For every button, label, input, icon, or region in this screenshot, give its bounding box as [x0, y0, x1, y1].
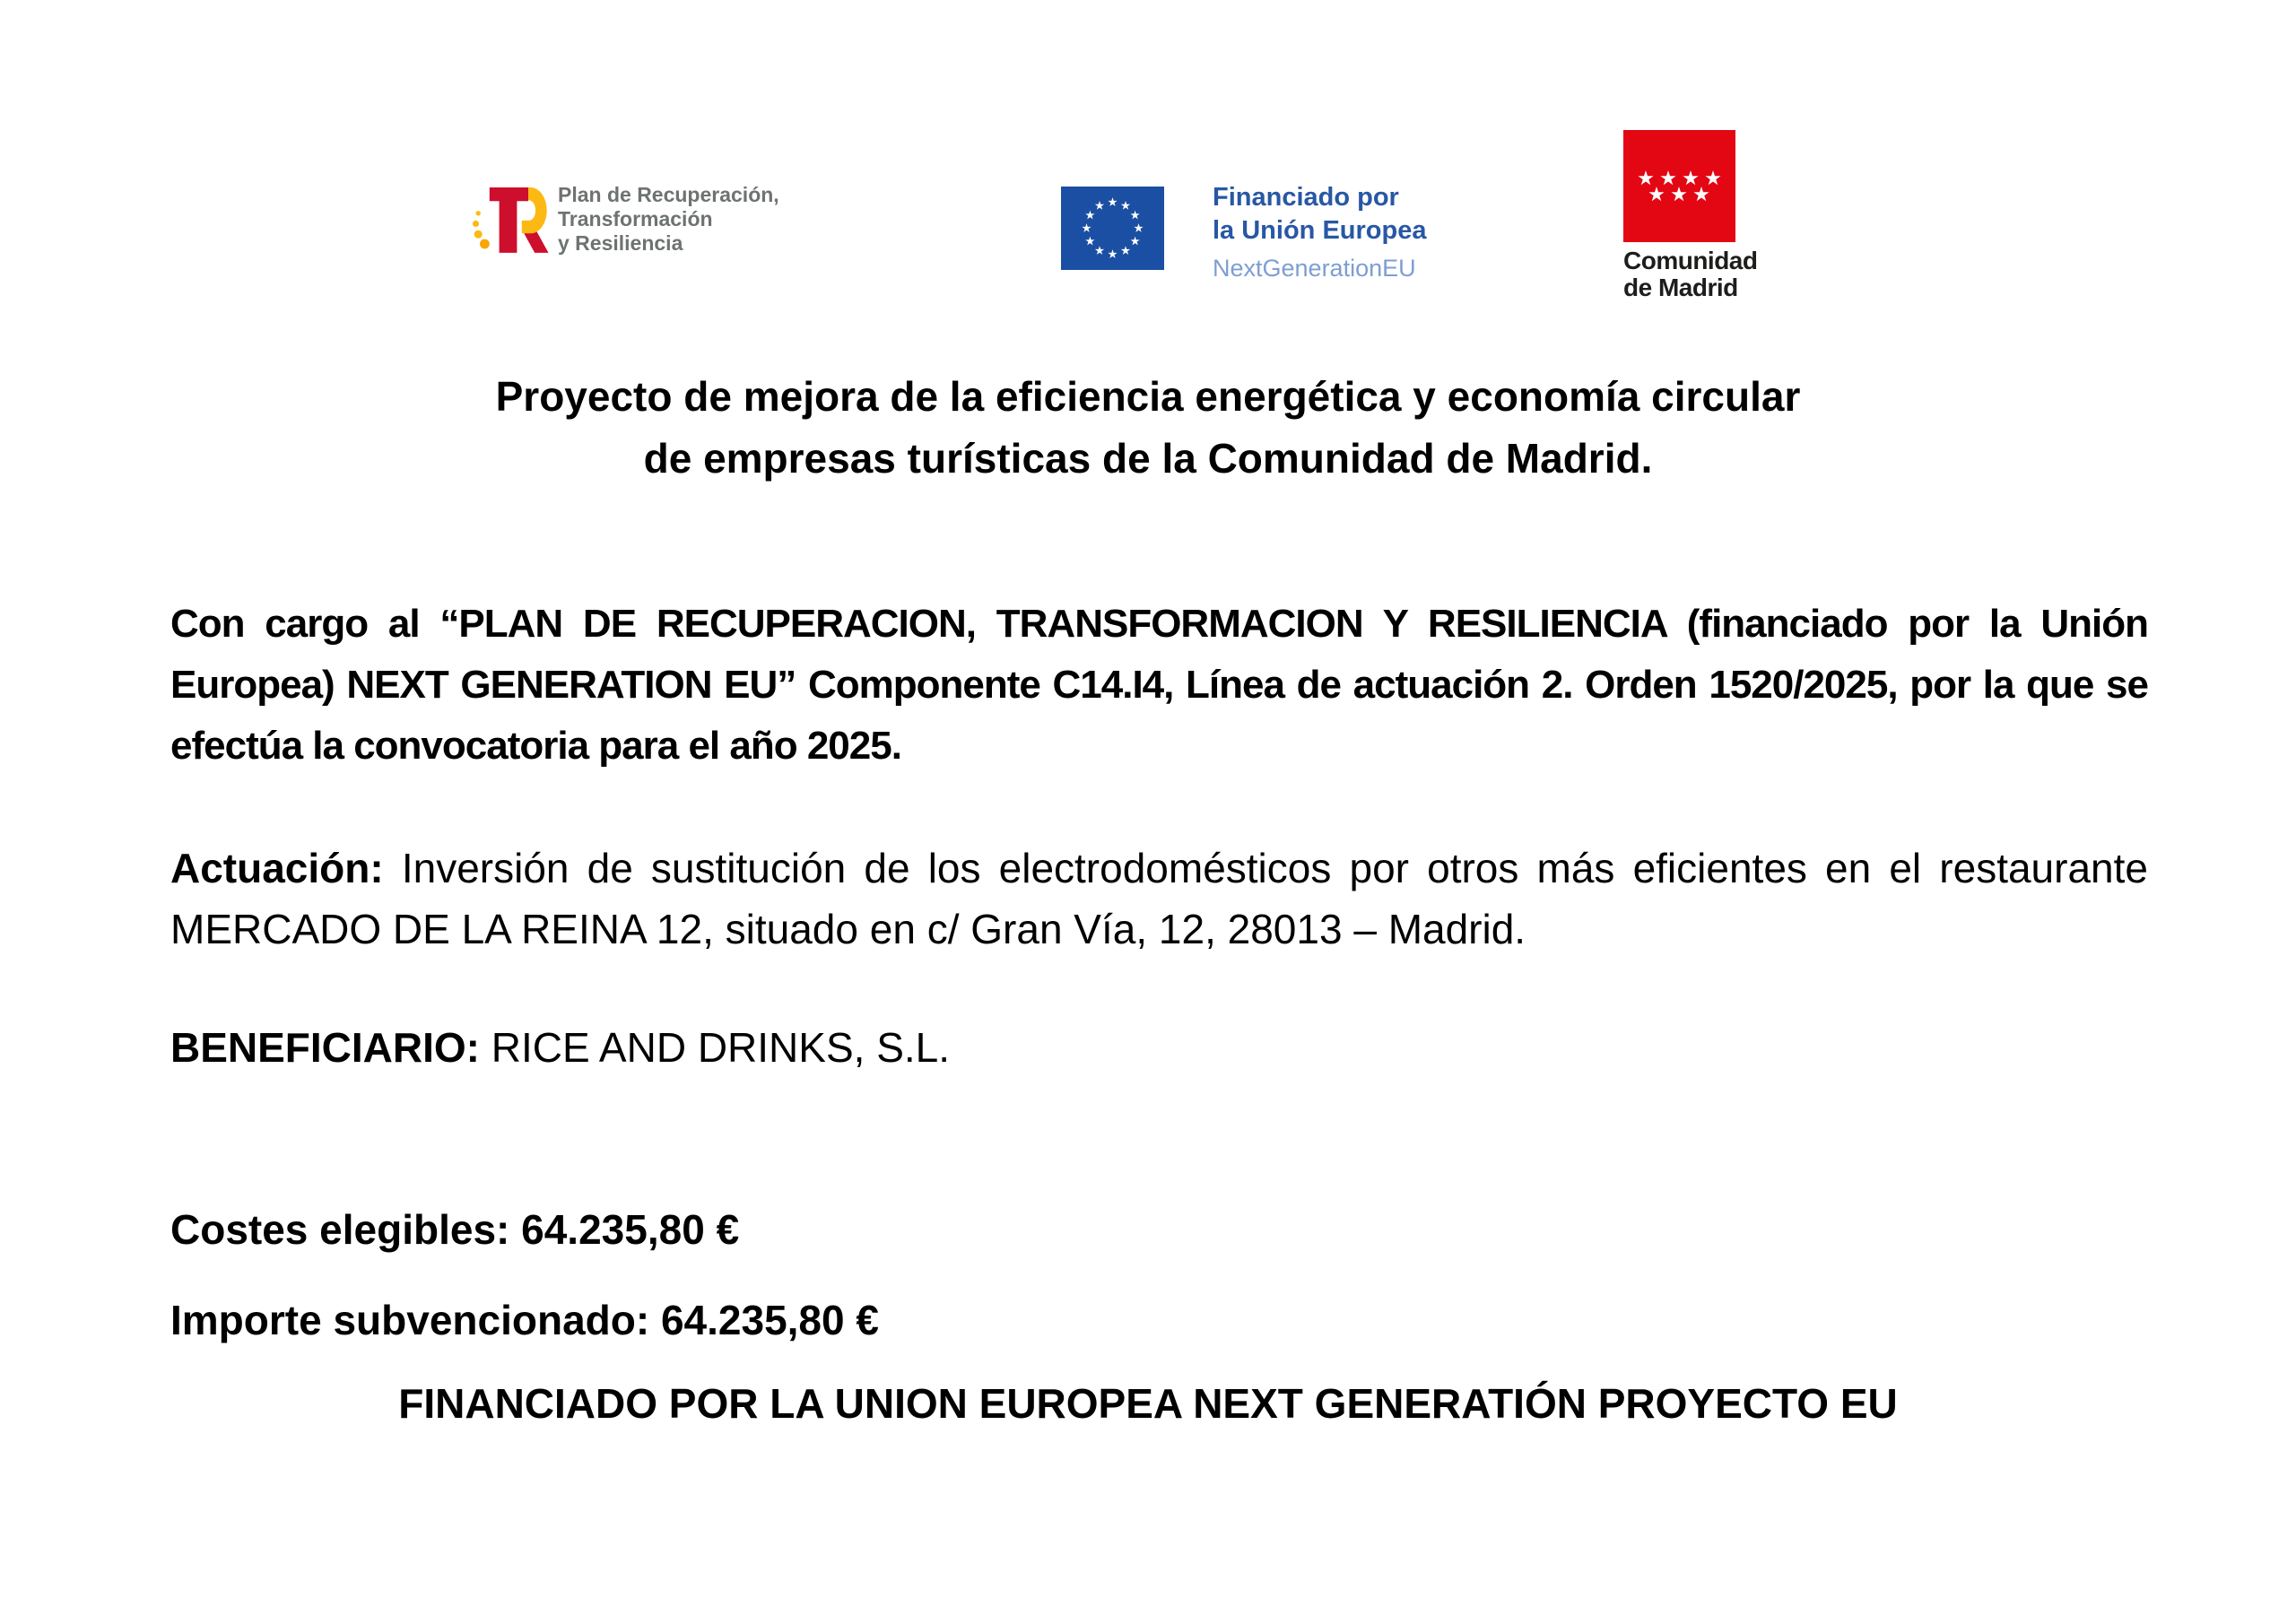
costes-label: Costes elegibles: [170, 1206, 510, 1253]
eu-funding-logo [1061, 183, 1427, 282]
importe-label: Importe subvencionado: [170, 1297, 650, 1343]
madrid-flag-icon [1623, 130, 1735, 242]
beneficiario-label: BENEFICIARIO: [170, 1024, 480, 1071]
actuacion-text: Inversión de sustitución de los electrodomésticos por otros más eficientes en el restaurante MERCADO DE LA REINA 12, situado en c/ Gran Vía, 12, 28013 – Madrid. [170, 845, 2148, 952]
beneficiario-value: RICE AND DRINKS, S.L. [491, 1024, 951, 1071]
eu-line-2: la Unión Europea [1213, 216, 1427, 245]
project-title [0, 366, 2296, 490]
costes-line [170, 1206, 2148, 1253]
prtr-line-1: Plan de Recuperación, [558, 183, 779, 206]
madrid-line-2: de Madrid [1623, 274, 1738, 301]
eu-line-1: Financiado por [1213, 183, 1399, 212]
prtr-line-3: y Resiliencia [558, 231, 683, 255]
prtr-logo-text [558, 183, 779, 256]
madrid-line-1: Comunidad [1623, 247, 1758, 274]
beneficiario-line [170, 1024, 2148, 1071]
eu-line-3: NextGenerationEU [1213, 255, 1416, 282]
costes-value: 64.235,80 € [521, 1206, 740, 1253]
importe-line [170, 1299, 2148, 1341]
project-title-line-1: Proyecto de mejora de la eficiencia energética y economía circular [495, 373, 1801, 420]
project-title-line-2: de empresas turísticas de la Comunidad de Madrid. [643, 435, 1653, 482]
actuacion-label: Actuación: [170, 845, 384, 891]
madrid-logo-text [1623, 248, 1758, 301]
eu-logo-text [1213, 181, 1426, 282]
prtr-line-2: Transformación [558, 207, 713, 230]
madrid-logo [1623, 130, 1758, 301]
importe-value: 64.235,80 € [660, 1297, 879, 1343]
actuacion-paragraph [170, 838, 2148, 960]
prtr-tr-icon [472, 179, 552, 260]
footer-statement: FINANCIADO POR LA UNION EUROPEA NEXT GENERATIÓN PROYECTO EU [398, 1380, 1898, 1427]
eu-flag-icon [1061, 187, 1164, 270]
prtr-logo [472, 179, 779, 260]
funding-plan-paragraph: Con cargo al “PLAN DE RECUPERACION, TRANSFORMACION Y RESILIENCIA (financiado por la Unión Europea) NEXT GENERATION EU” Componente C14.I4, Línea de actuación 2. Orden 1520/2025, por la que se efectúa la convocatoria para el año 2025. [170, 602, 2148, 768]
